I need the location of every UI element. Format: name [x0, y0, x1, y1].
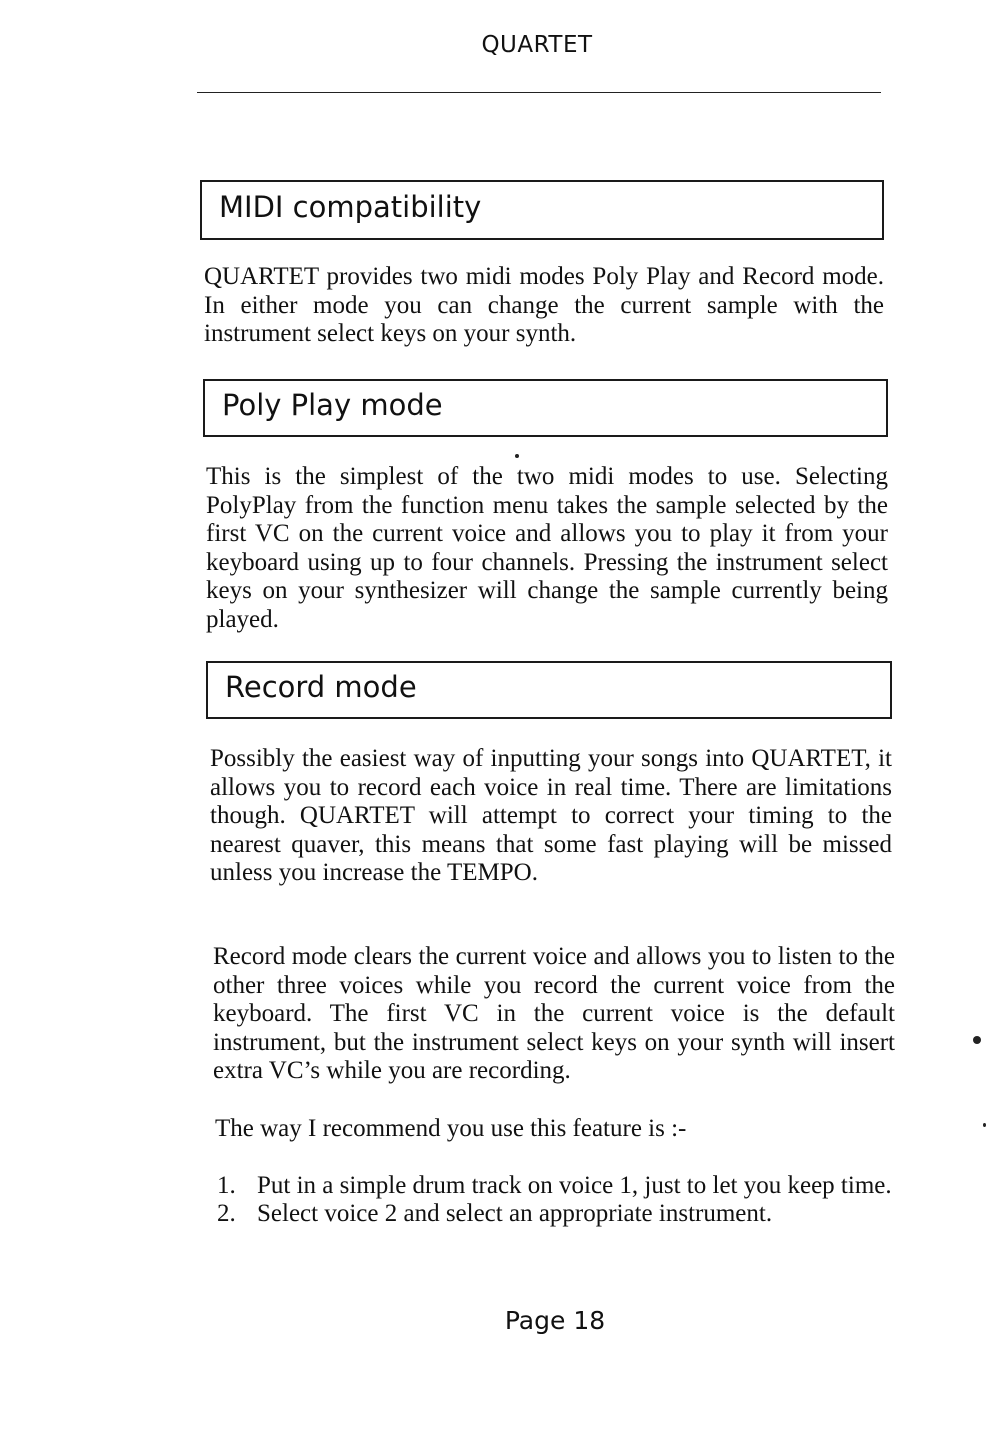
header-rule [197, 92, 881, 93]
paragraph-record-recommend: The way I recommend you use this feature is :- [215, 1115, 687, 1142]
paragraph-record-intro: Possibly the easiest way of inputting your songs into QUARTET, it allows you to record each voice in real time. There are limitations though. QUARTET will attempt to correct your timing to the nearest quaver, this means that some fast playing will be missed unless you increase the TEMPO. [210, 745, 892, 887]
running-header: QUARTET [481, 32, 593, 58]
section-heading-text: Poly Play mode [222, 388, 443, 422]
section-heading-text: MIDI compatibility [219, 190, 482, 224]
list-item-number: 1. [217, 1172, 236, 1199]
list-item [217, 1172, 899, 1200]
scan-speck [973, 1036, 981, 1044]
scan-speck [515, 454, 519, 458]
section-heading-record-mode [206, 661, 892, 719]
paragraph-record-details: Record mode clears the current voice and allows you to listen to the other three voices while you record the current voice from the keyboard. The first VC in the current voice is the default instrument, but the instrument select keys on your synth will insert extra VC’s while you are recording. [213, 943, 895, 1085]
section-heading-poly-play-mode [203, 379, 888, 437]
section-heading-midi-compatibility [200, 180, 884, 240]
section-heading-text: Record mode [225, 670, 417, 704]
list-item-text: Select voice 2 and select an appropriate instrument. [257, 1200, 773, 1227]
scan-speck [983, 1123, 986, 1127]
list-item [217, 1200, 899, 1228]
list-item-number: 2. [217, 1200, 236, 1227]
paragraph-poly-play: This is the simplest of the two midi modes to use. Selecting PolyPlay from the function menu takes the sample selected by the first VC on the current voice and allows you to play it from your keyboard using up to four channels. Pressing the instrument select keys on your synthesizer will change the sample currently being played. [206, 463, 888, 633]
list-item-text: Put in a simple drum track on voice 1, just to let you keep time. [257, 1172, 892, 1199]
paragraph-midi-intro: QUARTET provides two midi modes Poly Play and Record mode. In either mode you can change the current sample with the instrument select keys on your synth. [204, 263, 884, 348]
page-number: Page 18 [504, 1306, 606, 1335]
steps-list [217, 1172, 899, 1228]
